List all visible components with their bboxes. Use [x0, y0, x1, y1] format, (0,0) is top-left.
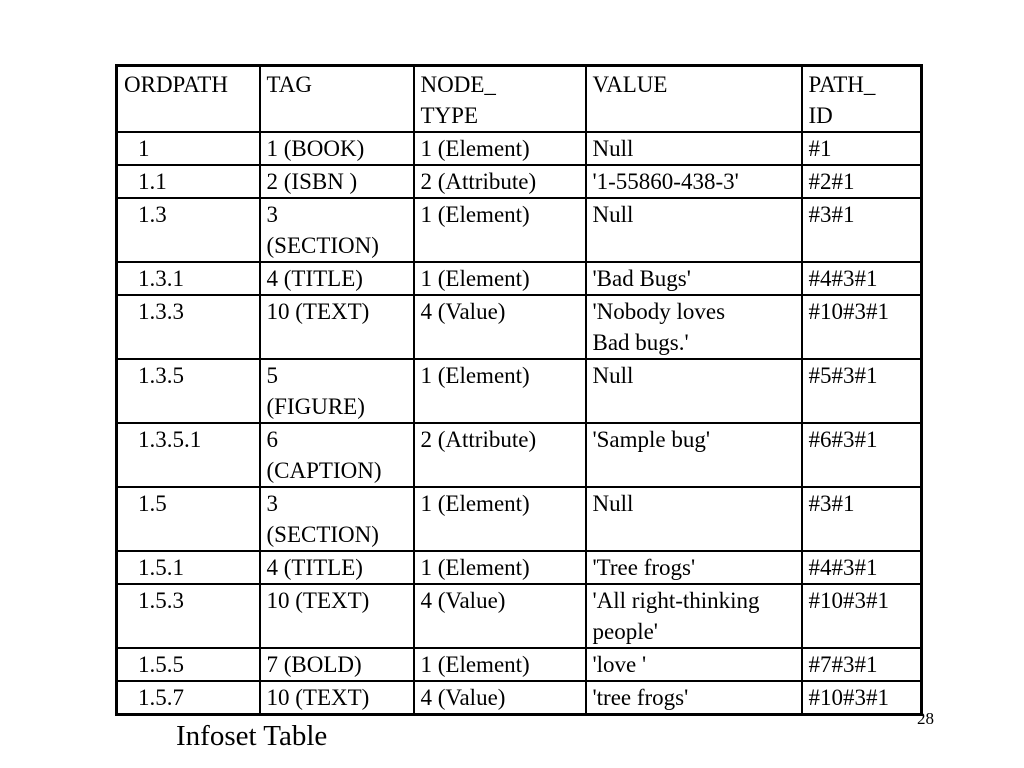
- cell-value: [586, 648, 802, 681]
- cell-text: 5: [266, 363, 278, 388]
- table-row: [117, 584, 922, 648]
- cell-text: #4#3#1: [808, 555, 878, 580]
- cell-tag: [260, 551, 414, 584]
- cell-node-type: [414, 551, 586, 584]
- cell-text: 'Nobody loves: [592, 299, 726, 324]
- cell-text: #7#3#1: [808, 652, 878, 677]
- cell-text: 1.3.1: [138, 266, 184, 291]
- cell-value: [586, 359, 802, 423]
- cell-value: [586, 487, 802, 551]
- cell-text: 1: [138, 136, 150, 161]
- cell-value: [586, 132, 802, 165]
- cell-path-id: [802, 359, 922, 423]
- cell-text: #6#3#1: [808, 427, 878, 452]
- cell-ordpath: [117, 423, 260, 487]
- cell-text: '1-55860-438-3': [592, 169, 739, 194]
- cell-text: 1.3: [138, 202, 167, 227]
- cell-text: 'All right-thinking: [592, 588, 760, 613]
- cell-text: 2 (Attribute): [420, 169, 537, 194]
- cell-node-type: [414, 132, 586, 165]
- cell-text: 1.5.3: [138, 588, 184, 613]
- cell-path-id: [802, 198, 922, 262]
- cell-text: 7 (BOLD): [266, 652, 362, 677]
- cell-text: Null: [592, 136, 634, 161]
- cell-text: (CAPTION): [266, 458, 382, 483]
- cell-node-type: [414, 648, 586, 681]
- cell-text: 1 (Element): [420, 202, 530, 227]
- cell-node-type: [414, 198, 586, 262]
- cell-path-id: [802, 551, 922, 584]
- cell-value: [586, 198, 802, 262]
- slide-caption: Infoset Table: [176, 720, 328, 752]
- cell-value: [586, 165, 802, 198]
- table-row: [117, 132, 922, 165]
- cell-path-id: [802, 487, 922, 551]
- cell-text: 2 (Attribute): [420, 427, 537, 452]
- table-row: [117, 295, 922, 359]
- cell-tag: [260, 132, 414, 165]
- cell-text: 1 (Element): [420, 136, 530, 161]
- cell-text: 1.5: [138, 491, 167, 516]
- cell-text: 1.3.5.1: [138, 427, 202, 452]
- cell-path-id: [802, 262, 922, 295]
- cell-value: [586, 295, 802, 359]
- table-row: [117, 681, 922, 715]
- header-ordpath: ORDPATH: [117, 66, 260, 133]
- cell-text: 1 (Element): [420, 555, 530, 580]
- cell-text: people': [592, 619, 658, 644]
- cell-text: 2 (ISBN ): [266, 169, 358, 194]
- cell-text: 4 (Value): [420, 685, 506, 710]
- cell-text: 1.1: [138, 169, 167, 194]
- cell-text: Null: [592, 202, 634, 227]
- cell-text: #1: [808, 136, 832, 161]
- cell-path-id: [802, 295, 922, 359]
- cell-path-id: [802, 165, 922, 198]
- cell-text: 4 (TITLE): [266, 555, 363, 580]
- cell-text: (SECTION): [266, 233, 379, 258]
- cell-text: 10 (TEXT): [266, 685, 370, 710]
- cell-ordpath: [117, 648, 260, 681]
- cell-text: #3#1: [808, 491, 855, 516]
- cell-value: [586, 262, 802, 295]
- page-number: 28: [917, 709, 934, 728]
- table-row: [117, 198, 922, 262]
- cell-value: [586, 551, 802, 584]
- cell-tag: [260, 295, 414, 359]
- table-header-row: [117, 66, 922, 133]
- table-row: [117, 165, 922, 198]
- cell-text: #4#3#1: [808, 266, 878, 291]
- cell-tag: [260, 165, 414, 198]
- cell-ordpath: [117, 295, 260, 359]
- cell-ordpath: [117, 198, 260, 262]
- cell-text: 'Bad Bugs': [592, 266, 691, 291]
- cell-text: #2#1: [808, 169, 855, 194]
- cell-text: Null: [592, 363, 634, 388]
- cell-text: 1 (Element): [420, 652, 530, 677]
- cell-node-type: [414, 165, 586, 198]
- table-row: [117, 359, 922, 423]
- cell-tag: [260, 359, 414, 423]
- cell-text: 1 (Element): [420, 363, 530, 388]
- cell-text: 3: [266, 491, 278, 516]
- cell-text: #5#3#1: [808, 363, 878, 388]
- cell-text: 10 (TEXT): [266, 588, 370, 613]
- cell-ordpath: [117, 262, 260, 295]
- cell-path-id: [802, 681, 922, 715]
- cell-text: #10#3#1: [808, 588, 889, 613]
- cell-tag: [260, 198, 414, 262]
- header-value: VALUE: [586, 66, 802, 133]
- cell-path-id: [802, 423, 922, 487]
- cell-text: 4 (Value): [420, 299, 506, 324]
- cell-text: 3: [266, 202, 278, 227]
- cell-text: (SECTION): [266, 522, 379, 547]
- cell-node-type: [414, 262, 586, 295]
- cell-text: 'tree frogs': [592, 685, 689, 710]
- cell-value: [586, 681, 802, 715]
- cell-tag: [260, 487, 414, 551]
- cell-text: #10#3#1: [808, 299, 889, 324]
- cell-node-type: [414, 681, 586, 715]
- cell-text: 1 (Element): [420, 266, 530, 291]
- cell-ordpath: [117, 551, 260, 584]
- cell-text: #3#1: [808, 202, 855, 227]
- header-node-type: NODE_ TYPE: [414, 66, 586, 133]
- cell-text: 'Tree frogs': [592, 555, 696, 580]
- cell-tag: [260, 648, 414, 681]
- cell-text: Null: [592, 491, 634, 516]
- cell-ordpath: [117, 487, 260, 551]
- cell-tag: [260, 262, 414, 295]
- cell-value: [586, 584, 802, 648]
- cell-text: 1.5.7: [138, 685, 184, 710]
- cell-node-type: [414, 359, 586, 423]
- table-row: [117, 487, 922, 551]
- cell-tag: [260, 584, 414, 648]
- cell-text: #10#3#1: [808, 685, 889, 710]
- table-row: [117, 551, 922, 584]
- infoset-table: [115, 64, 923, 716]
- table-body: [117, 132, 922, 715]
- cell-ordpath: [117, 132, 260, 165]
- cell-path-id: [802, 132, 922, 165]
- cell-text: 1.5.5: [138, 652, 184, 677]
- cell-node-type: [414, 584, 586, 648]
- cell-text: 'love ': [592, 652, 647, 677]
- cell-text: 1 (BOOK): [266, 136, 365, 161]
- cell-text: 4 (Value): [420, 588, 506, 613]
- table-row: [117, 423, 922, 487]
- cell-text: 10 (TEXT): [266, 299, 370, 324]
- table-row: [117, 262, 922, 295]
- cell-text: 1.3.3: [138, 299, 184, 324]
- cell-text: 1.5.1: [138, 555, 184, 580]
- cell-tag: [260, 681, 414, 715]
- cell-tag: [260, 423, 414, 487]
- cell-value: [586, 423, 802, 487]
- cell-text: 1.3.5: [138, 363, 184, 388]
- cell-path-id: [802, 584, 922, 648]
- cell-text: 'Sample bug': [592, 427, 711, 452]
- header-path-id: PATH_ ID: [802, 66, 922, 133]
- cell-text: Bad bugs.': [592, 330, 689, 355]
- cell-node-type: [414, 487, 586, 551]
- cell-text: 6: [266, 427, 278, 452]
- cell-text: (FIGURE): [266, 394, 365, 419]
- header-tag: TAG: [260, 66, 414, 133]
- cell-node-type: [414, 295, 586, 359]
- cell-ordpath: [117, 165, 260, 198]
- cell-path-id: [802, 648, 922, 681]
- cell-text: 4 (TITLE): [266, 266, 363, 291]
- cell-node-type: [414, 423, 586, 487]
- cell-ordpath: [117, 584, 260, 648]
- table-row: [117, 648, 922, 681]
- cell-ordpath: [117, 359, 260, 423]
- cell-text: 1 (Element): [420, 491, 530, 516]
- cell-ordpath: [117, 681, 260, 715]
